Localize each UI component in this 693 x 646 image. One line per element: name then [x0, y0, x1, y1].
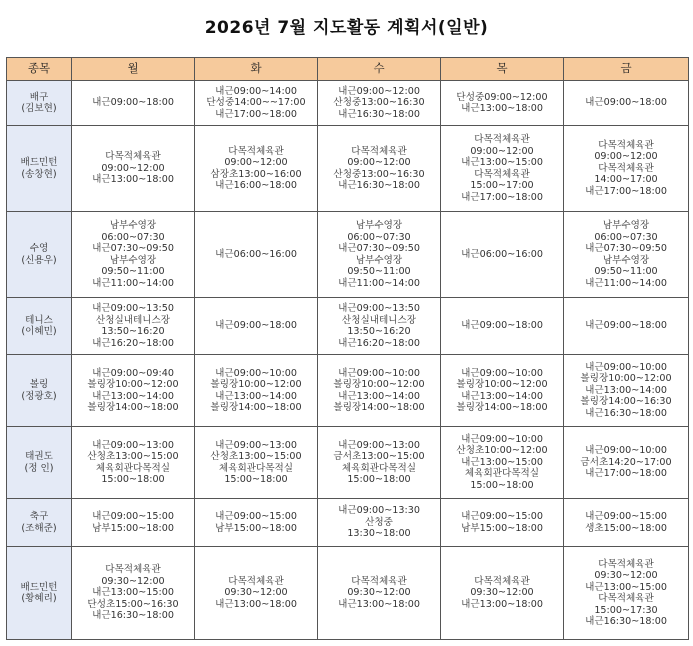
- schedule-entry: 볼링장14:00~18:00: [456, 402, 548, 413]
- sport-cell: [7, 499, 72, 547]
- schedule-entry: 다목적체육관: [598, 139, 654, 151]
- schedule-entry: 남부수영장: [602, 254, 650, 266]
- schedule-cell-thu: [441, 81, 564, 126]
- coach-name: (정광호): [21, 390, 57, 402]
- schedule-entry: 내근16:30~18:00: [338, 108, 420, 120]
- schedule-body: [7, 81, 689, 640]
- schedule-cell-tue: [195, 126, 318, 212]
- schedule-cell-thu: [441, 212, 564, 298]
- schedule-entry: 체육회관다목적실: [341, 462, 417, 474]
- sport-name: 수영: [29, 243, 49, 254]
- schedule-entry: 내근17:00~18:00: [215, 108, 297, 120]
- schedule-entry: 15:00~17:00: [470, 180, 534, 191]
- schedule-cell-thu: [441, 499, 564, 547]
- sport-cell: [7, 126, 72, 212]
- schedule-entry: 내근09:00~10:00: [215, 367, 297, 379]
- schedule-entry: 내근07:30~09:50: [338, 243, 420, 254]
- schedule-cell-fri: [564, 212, 689, 298]
- schedule-entry: 06:00~07:30: [101, 231, 165, 243]
- schedule-entry: 남부15:00~18:00: [215, 522, 297, 534]
- schedule-cell-tue: [195, 427, 318, 499]
- schedule-entry: 내근07:30~09:50: [585, 243, 667, 254]
- schedule-cell-wed: [318, 126, 441, 212]
- schedule-entry: 내근13:00~18:00: [215, 598, 297, 610]
- schedule-cell-fri: [564, 126, 689, 212]
- schedule-entry: 내근09:00~13:00: [338, 439, 420, 451]
- schedule-entry: 내근09:00~15:00: [92, 511, 174, 522]
- schedule-entry: 내근09:00~10:00: [585, 361, 667, 373]
- schedule-entry: 다목적체육관: [351, 145, 407, 157]
- schedule-cell-mon: [72, 126, 195, 212]
- schedule-cell-thu: [441, 427, 564, 499]
- sport-cell: [7, 212, 72, 298]
- schedule-entry: 내근13:00~18:00: [461, 598, 543, 610]
- schedule-entry: 산청중13:00~16:30: [333, 97, 425, 109]
- schedule-entry: 산청중: [365, 516, 393, 528]
- schedule-entry: 내근16:00~18:00: [215, 180, 297, 191]
- schedule-entry: 09:30~12:00: [594, 570, 658, 581]
- schedule-entry: 09:00~12:00: [347, 157, 411, 168]
- schedule-entry: 내근16:30~18:00: [92, 610, 174, 622]
- schedule-entry: 내근09:00~18:00: [585, 320, 667, 332]
- schedule-entry: 다목적체육관: [598, 162, 654, 174]
- schedule-entry: 내근13:00~18:00: [461, 103, 543, 114]
- schedule-entry: 내근16:30~18:00: [338, 180, 420, 191]
- schedule-cell-thu: [441, 298, 564, 355]
- schedule-entry: 내근06:00~16:00: [461, 248, 543, 260]
- schedule-cell-mon: [72, 81, 195, 126]
- schedule-cell-wed: [318, 427, 441, 499]
- schedule-entry: 내근13:00~14:00: [338, 390, 420, 402]
- schedule-cell-wed: [318, 298, 441, 355]
- schedule-entry: 단성중14:00~~17:00: [206, 97, 306, 109]
- schedule-entry: 09:00~12:00: [594, 151, 658, 163]
- schedule-cell-fri: [564, 499, 689, 547]
- schedule-cell-fri: [564, 547, 689, 640]
- schedule-cell-mon: [72, 499, 195, 547]
- schedule-entry: 09:50~11:00: [347, 266, 411, 277]
- table-row: [7, 427, 689, 499]
- schedule-cell-thu: [441, 355, 564, 427]
- header-mon: 월: [72, 58, 195, 81]
- table-row: [7, 212, 689, 298]
- schedule-entry: 14:00~17:00: [594, 174, 658, 186]
- schedule-cell-fri: [564, 81, 689, 126]
- schedule-entry: 체육회관다목적실: [95, 462, 171, 474]
- schedule-entry: 남부15:00~18:00: [92, 522, 174, 534]
- coach-name: (김보현): [21, 103, 57, 114]
- schedule-cell-mon: [72, 547, 195, 640]
- schedule-entry: 내근09:00~10:00: [461, 367, 543, 379]
- schedule-entry: 09:30~12:00: [347, 587, 411, 599]
- schedule-entry: 볼링장10:00~12:00: [333, 379, 425, 390]
- schedule-entry: 내근17:00~18:00: [585, 468, 667, 480]
- schedule-cell-wed: [318, 81, 441, 126]
- schedule-entry: 다목적체육관: [598, 593, 654, 604]
- schedule-entry: 내근16:30~18:00: [585, 616, 667, 627]
- schedule-cell-mon: [72, 298, 195, 355]
- schedule-cell-tue: [195, 355, 318, 427]
- schedule-entry: 15:00~18:00: [101, 474, 165, 485]
- schedule-entry: 남부수영장: [602, 220, 650, 231]
- schedule-entry: 내근13:00~14:00: [215, 390, 297, 402]
- schedule-entry: 내근09:00~15:00: [215, 511, 297, 522]
- schedule-entry: 내근11:00~14:00: [92, 277, 174, 289]
- schedule-entry: 내근09:00~10:00: [461, 433, 543, 445]
- schedule-entry: 내근09:00~13:50: [338, 303, 420, 314]
- schedule-entry: 내근13:00~15:00: [92, 587, 174, 599]
- sport-cell: [7, 547, 72, 640]
- sport-name: 볼링: [29, 379, 49, 390]
- sport-name: 배구: [29, 91, 49, 103]
- schedule-entry: 15:00~18:00: [347, 474, 411, 485]
- schedule-cell-thu: [441, 126, 564, 212]
- schedule-cell-wed: [318, 212, 441, 298]
- schedule-entry: 13:50~16:20: [347, 326, 411, 337]
- schedule-entry: 산청초10:00~12:00: [456, 445, 548, 457]
- schedule-entry: 내근09:00~13:50: [92, 303, 174, 314]
- schedule-cell-fri: [564, 355, 689, 427]
- schedule-entry: 내근17:00~18:00: [461, 191, 543, 203]
- schedule-entry: 내근09:00~09:40: [92, 367, 174, 379]
- schedule-entry: 내근09:00~13:00: [215, 439, 297, 451]
- schedule-cell-thu: [441, 547, 564, 640]
- table-row: [7, 499, 689, 547]
- coach-name: (조해준): [21, 522, 57, 534]
- schedule-entry: 볼링장14:00~18:00: [87, 402, 179, 413]
- header-wed: 수: [318, 58, 441, 81]
- schedule-entry: 내근17:00~18:00: [585, 185, 667, 197]
- schedule-entry: 다목적체육관: [474, 575, 530, 587]
- header-sport: 종목: [7, 58, 72, 81]
- schedule-entry: 15:00~18:00: [224, 474, 288, 485]
- coach-name: (이혜민): [21, 326, 57, 337]
- schedule-entry: 단성초15:00~16:30: [87, 598, 179, 610]
- schedule-entry: 내근09:00~18:00: [585, 97, 667, 109]
- schedule-entry: 내근16:30~18:00: [585, 407, 667, 419]
- schedule-cell-wed: [318, 355, 441, 427]
- schedule-entry: 내근13:00~15:00: [461, 157, 543, 168]
- schedule-entry: 내근09:00~18:00: [461, 320, 543, 332]
- schedule-entry: 남부수영장: [355, 220, 403, 231]
- coach-name: (정 인): [24, 462, 54, 474]
- sport-cell: [7, 298, 72, 355]
- schedule-entry: 내근13:00~15:00: [585, 581, 667, 593]
- sport-name: 테니스: [25, 314, 53, 326]
- schedule-entry: 삼장초13:00~16:00: [210, 168, 302, 180]
- schedule-entry: 13:50~16:20: [101, 326, 165, 337]
- coach-name: (신용우): [21, 254, 57, 266]
- schedule-entry: 다목적체육관: [598, 558, 654, 570]
- schedule-entry: 내근16:20~18:00: [338, 337, 420, 349]
- schedule-entry: 06:00~07:30: [347, 231, 411, 243]
- coach-name: (황혜리): [21, 593, 57, 604]
- schedule-entry: 내근11:00~14:00: [338, 277, 420, 289]
- schedule-entry: 15:00~17:30: [594, 604, 658, 616]
- table-row: [7, 298, 689, 355]
- schedule-cell-tue: [195, 499, 318, 547]
- schedule-entry: 내근16:20~18:00: [92, 337, 174, 349]
- schedule-cell-tue: [195, 298, 318, 355]
- schedule-entry: 산청중13:00~16:30: [333, 168, 425, 180]
- schedule-cell-mon: [72, 355, 195, 427]
- sport-cell: [7, 427, 72, 499]
- schedule-cell-tue: [195, 547, 318, 640]
- schedule-entry: 09:30~12:00: [224, 587, 288, 599]
- sport-cell: [7, 81, 72, 126]
- schedule-entry: 내근11:00~14:00: [585, 277, 667, 289]
- header-tue: 화: [195, 58, 318, 81]
- schedule-entry: 볼링장14:00~16:30: [580, 396, 672, 408]
- schedule-entry: 내근13:00~15:00: [461, 456, 543, 468]
- schedule-entry: 내근13:00~14:00: [92, 390, 174, 402]
- schedule-entry: 내근09:00~14:00: [215, 85, 297, 97]
- schedule-entry: 볼링장14:00~18:00: [333, 402, 425, 413]
- sport-name: 배드민턴: [20, 157, 58, 168]
- coach-name: (송창현): [21, 168, 57, 180]
- schedule-entry: 09:50~11:00: [594, 266, 658, 277]
- schedule-table: [6, 57, 689, 640]
- schedule-entry: 내근06:00~16:00: [215, 248, 297, 260]
- schedule-entry: 06:00~07:30: [594, 231, 658, 243]
- schedule-entry: 15:00~18:00: [470, 479, 534, 491]
- schedule-entry: 다목적체육관: [228, 575, 284, 587]
- sport-name: 축구: [29, 511, 49, 522]
- header-thu: 목: [441, 58, 564, 81]
- schedule-entry: 내근09:00~18:00: [215, 320, 297, 332]
- schedule-entry: 내근13:00~18:00: [92, 174, 174, 186]
- schedule-entry: 단성중09:00~12:00: [456, 91, 548, 103]
- schedule-entry: 볼링장10:00~12:00: [210, 379, 302, 390]
- schedule-cell-tue: [195, 212, 318, 298]
- schedule-entry: 내근09:00~12:00: [338, 85, 420, 97]
- schedule-entry: 체육회관다목적실: [218, 462, 294, 474]
- schedule-cell-fri: [564, 427, 689, 499]
- sport-cell: [7, 355, 72, 427]
- schedule-cell-fri: [564, 298, 689, 355]
- sport-name: 배드민턴: [20, 581, 58, 593]
- schedule-entry: 내근09:00~10:00: [338, 367, 420, 379]
- schedule-entry: 다목적체육관: [105, 564, 161, 576]
- schedule-cell-mon: [72, 212, 195, 298]
- schedule-entry: 남부수영장: [109, 220, 157, 231]
- schedule-entry: 다목적체육관: [228, 145, 284, 157]
- schedule-entry: 내근09:00~15:00: [461, 511, 543, 522]
- schedule-entry: 남부수영장: [109, 254, 157, 266]
- schedule-entry: 내근09:00~13:00: [92, 439, 174, 451]
- schedule-entry: 내근13:00~14:00: [461, 390, 543, 402]
- schedule-entry: 09:00~12:00: [224, 157, 288, 168]
- schedule-entry: 09:00~12:00: [470, 145, 534, 157]
- schedule-entry: 볼링장10:00~12:00: [456, 379, 548, 390]
- schedule-cell-tue: [195, 81, 318, 126]
- schedule-entry: 내근09:00~10:00: [585, 445, 667, 457]
- schedule-entry: 내근09:00~13:30: [338, 505, 420, 517]
- schedule-entry: 다목적체육관: [474, 168, 530, 180]
- schedule-entry: 산청초13:00~15:00: [87, 451, 179, 462]
- table-row: [7, 81, 689, 126]
- schedule-entry: 금서초14:20~17:00: [580, 456, 672, 468]
- schedule-entry: 금서초13:00~15:00: [333, 451, 425, 462]
- schedule-entry: 09:30~12:00: [470, 587, 534, 599]
- schedule-entry: 내근13:00~18:00: [338, 598, 420, 610]
- page-title: 2026년 7월 지도활동 계획서(일반): [204, 18, 489, 38]
- table-row: [7, 355, 689, 427]
- schedule-entry: 다목적체육관: [351, 575, 407, 587]
- schedule-entry: 내근13:00~14:00: [585, 384, 667, 396]
- schedule-entry: 09:30~12:00: [101, 575, 165, 587]
- header-row: [7, 58, 689, 81]
- table-row: [7, 126, 689, 212]
- schedule-entry: 산청초13:00~15:00: [210, 451, 302, 462]
- schedule-entry: 볼링장14:00~18:00: [210, 402, 302, 413]
- schedule-entry: 산청실내테니스장: [95, 314, 171, 326]
- schedule-entry: 내근09:00~15:00: [585, 511, 667, 522]
- schedule-entry: 다목적체육관: [474, 134, 530, 145]
- schedule-entry: 생초15:00~18:00: [585, 522, 667, 534]
- schedule-entry: 다목적체육관: [105, 151, 161, 163]
- schedule-entry: 09:00~12:00: [101, 162, 165, 174]
- table-row: [7, 547, 689, 640]
- sport-name: 태권도: [25, 451, 53, 462]
- schedule-entry: 13:30~18:00: [347, 528, 411, 540]
- schedule-entry: 09:50~11:00: [101, 266, 165, 277]
- header-fri: 금: [564, 58, 689, 81]
- schedule-cell-wed: [318, 547, 441, 640]
- schedule-entry: 남부15:00~18:00: [461, 522, 543, 534]
- schedule-entry: 내근07:30~09:50: [92, 243, 174, 254]
- schedule-entry: 볼링장10:00~12:00: [580, 373, 672, 385]
- schedule-cell-mon: [72, 427, 195, 499]
- schedule-entry: 체육회관다목적실: [464, 468, 540, 480]
- schedule-entry: 내근09:00~18:00: [92, 97, 174, 109]
- schedule-entry: 볼링장10:00~12:00: [87, 379, 179, 390]
- schedule-entry: 산청실내테니스장: [341, 314, 417, 326]
- schedule-cell-wed: [318, 499, 441, 547]
- schedule-entry: 남부수영장: [355, 254, 403, 266]
